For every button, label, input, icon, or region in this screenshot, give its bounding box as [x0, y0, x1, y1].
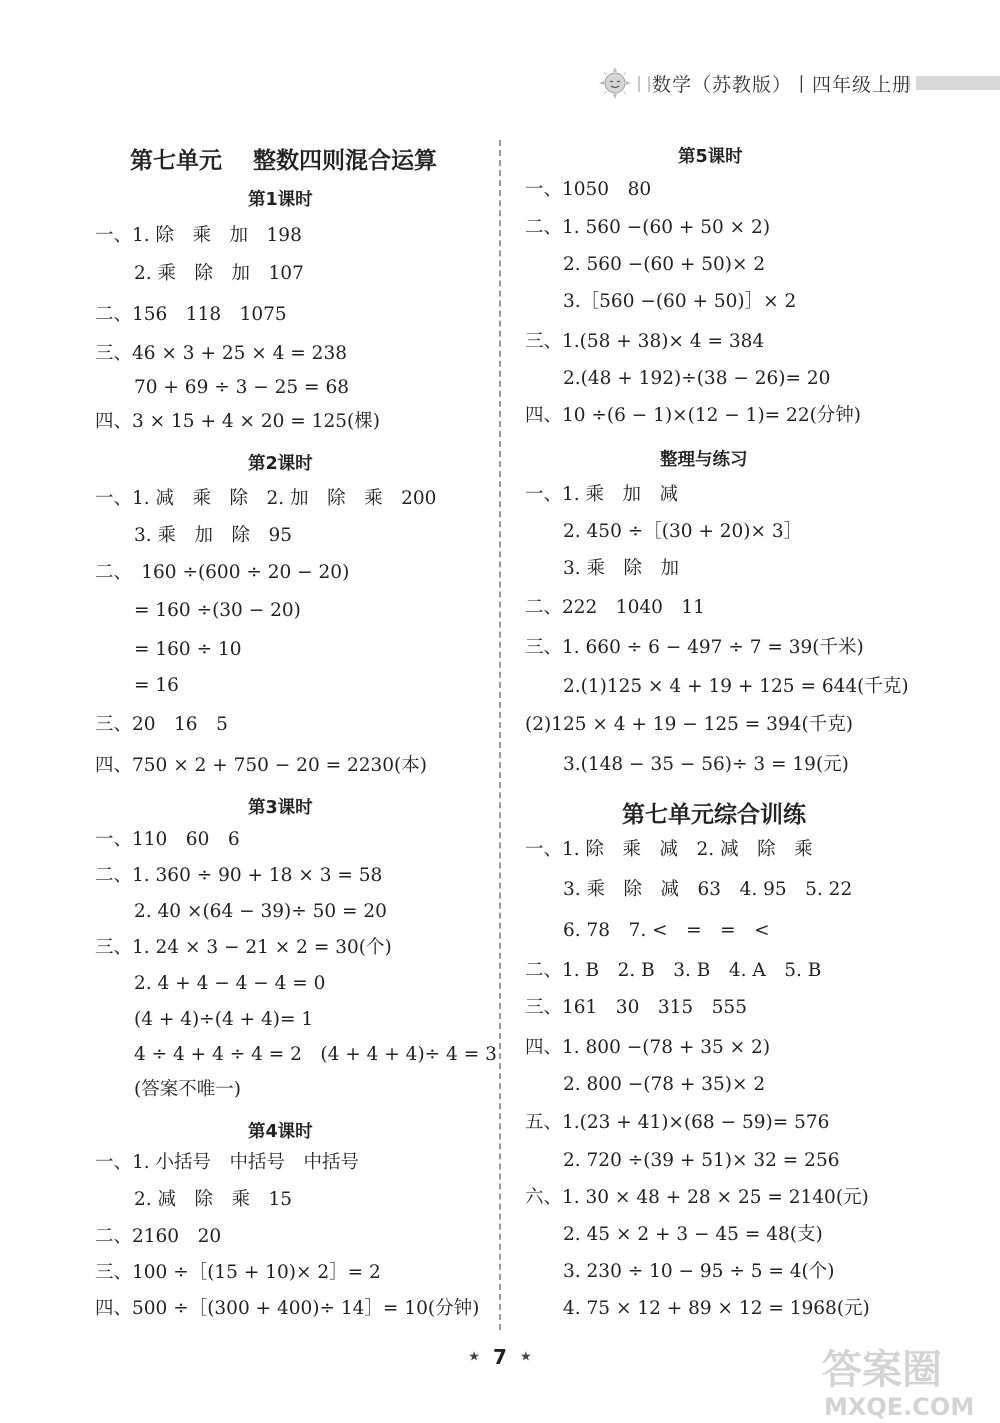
- header-divider-left: [638, 76, 650, 92]
- answer-line: 3. 230 ÷ 10 − 95 ÷ 5 = 4(个): [563, 1261, 835, 1282]
- answer-line: 2. 40 ×(64 − 39)÷ 50 = 20: [134, 901, 387, 922]
- column-divider: [499, 140, 501, 1330]
- answer-line: 一、1050 80: [525, 179, 652, 200]
- answer-line: = 16: [134, 675, 179, 696]
- answer-line: 二、1. 560 −(60 + 50 × 2): [525, 217, 771, 238]
- answer-line: 4 ÷ 4 + 4 ÷ 4 = 2 (4 + 4 + 4)÷ 4 = 3: [134, 1044, 497, 1065]
- answer-line: 五、1.(23 + 41)×(68 − 59)= 576: [525, 1112, 830, 1133]
- answer-line: 三、161 30 315 555: [525, 997, 747, 1018]
- answer-line: 3.(148 − 35 − 56)÷ 3 = 19(元): [563, 754, 849, 775]
- answer-line: 二、1. 360 ÷ 90 + 18 × 3 = 58: [95, 865, 383, 886]
- answer-line: 2. 减 除 乘 15: [134, 1189, 293, 1210]
- answer-line: 4. 75 × 12 + 89 × 12 = 1968(元): [563, 1298, 870, 1319]
- answer-line: 三、100 ÷［(15 + 10)× 2］= 2: [95, 1262, 381, 1283]
- answer-line: 2. 720 ÷(39 + 51)× 32 = 256: [563, 1150, 840, 1171]
- section-title: 第4课时: [248, 1122, 313, 1142]
- answer-line: 二、2160 20: [95, 1226, 222, 1247]
- answer-line: 6. 78 7. < = = <: [563, 920, 770, 941]
- answer-line: (2)125 × 4 + 19 − 125 = 394(千克): [525, 714, 853, 735]
- answer-line: 2. 800 −(78 + 35)× 2: [563, 1074, 766, 1095]
- section-title: 整理与练习: [660, 450, 748, 470]
- answer-line: 四、500 ÷［(300 + 400)÷ 14］= 10(分钟): [95, 1298, 480, 1319]
- watermark-text: 答案圈: [822, 1347, 942, 1393]
- header-gray-bar: [916, 76, 1000, 90]
- answer-line: 一、1. 减 乘 除 2. 加 除 乘 200: [95, 488, 437, 509]
- sun-mascot-icon: [598, 66, 632, 100]
- star-icon: ★: [520, 1349, 532, 1365]
- answer-line: 3. 乘 除 减 63 4. 95 5. 22: [563, 879, 853, 900]
- answer-line: = 160 ÷(30 − 20): [134, 600, 301, 621]
- answer-line: 一、110 60 6: [95, 829, 240, 850]
- section-title: 第1课时: [248, 190, 313, 210]
- answer-line: 三、20 16 5: [95, 714, 228, 735]
- answer-line: 二、1. B 2. B 3. B 4. A 5. B: [525, 960, 822, 981]
- section-title: 第七单元综合训练: [622, 801, 806, 828]
- answer-line: (答案不唯一): [134, 1079, 241, 1100]
- answer-line: = 160 ÷ 10: [134, 639, 242, 660]
- header-title: 数学（苏教版）丨四年级上册: [652, 74, 913, 96]
- section-title: 第2课时: [248, 454, 313, 474]
- answer-line: 2. 乘 除 加 107: [134, 263, 304, 284]
- answer-line: 三、1. 24 × 3 − 21 × 2 = 30(个): [95, 937, 392, 958]
- section-title: 第3课时: [248, 798, 313, 818]
- answer-line: 一、1. 除 乘 减 2. 减 除 乘: [525, 839, 813, 860]
- answer-line: 二、156 118 1075: [95, 304, 287, 325]
- answer-line: 三、1. 660 ÷ 6 − 497 ÷ 7 = 39(千米): [525, 637, 864, 658]
- watermark-url: MXQE.COM: [824, 1393, 975, 1420]
- answer-line: 2. 4 + 4 − 4 − 4 = 0: [134, 973, 326, 994]
- answer-line: 二、222 1040 11: [525, 597, 705, 618]
- star-icon: ★: [468, 1349, 480, 1365]
- answer-line: 2. 560 −(60 + 50)× 2: [563, 254, 766, 275]
- watermark-logo: [818, 1335, 988, 1420]
- answer-line: 四、1. 800 −(78 + 35 × 2): [525, 1037, 771, 1058]
- answer-line: 一、1. 除 乘 加 198: [95, 225, 302, 246]
- answer-line: 2.(48 + 192)÷(38 − 26)= 20: [563, 368, 831, 389]
- answer-line: 二、 160 ÷(600 ÷ 20 − 20): [95, 562, 350, 583]
- answer-line: 3.［560 −(60 + 50)］× 2: [563, 291, 797, 312]
- answer-line: 3. 乘 加 除 95: [134, 525, 293, 546]
- answer-line: 3. 乘 除 加: [563, 558, 680, 579]
- answer-line: 70 + 69 ÷ 3 − 25 = 68: [134, 377, 349, 398]
- answer-line: 三、1.(58 + 38)× 4 = 384: [525, 331, 765, 352]
- answer-line: 2.(1)125 × 4 + 19 + 125 = 644(千克): [563, 676, 909, 697]
- answer-line: 2. 450 ÷［(30 + 20)× 3］: [563, 521, 803, 542]
- answer-line: 一、1. 小括号 中括号 中括号: [95, 1152, 360, 1173]
- unit-title: 第七单元 整数四则混合运算: [130, 147, 438, 174]
- answer-line: (4 + 4)÷(4 + 4)= 1: [134, 1009, 314, 1030]
- section-title: 第5课时: [678, 147, 743, 167]
- answer-line: 四、3 × 15 + 4 × 20 = 125(棵): [95, 411, 380, 432]
- answer-line: 2. 45 × 2 + 3 − 45 = 48(支): [563, 1224, 823, 1245]
- header-divider-right: [908, 76, 916, 90]
- answer-line: 四、10 ÷(6 − 1)×(12 − 1)= 22(分钟): [525, 405, 862, 426]
- answer-line: 三、46 × 3 + 25 × 4 = 238: [95, 343, 347, 364]
- answer-line: 六、1. 30 × 48 + 28 × 25 = 2140(元): [525, 1187, 869, 1208]
- answer-line: 四、750 × 2 + 750 − 20 = 2230(本): [95, 755, 427, 776]
- page-number: 7: [493, 1345, 507, 1369]
- answer-line: 一、1. 乘 加 减: [525, 484, 679, 505]
- page-header: [590, 60, 1000, 110]
